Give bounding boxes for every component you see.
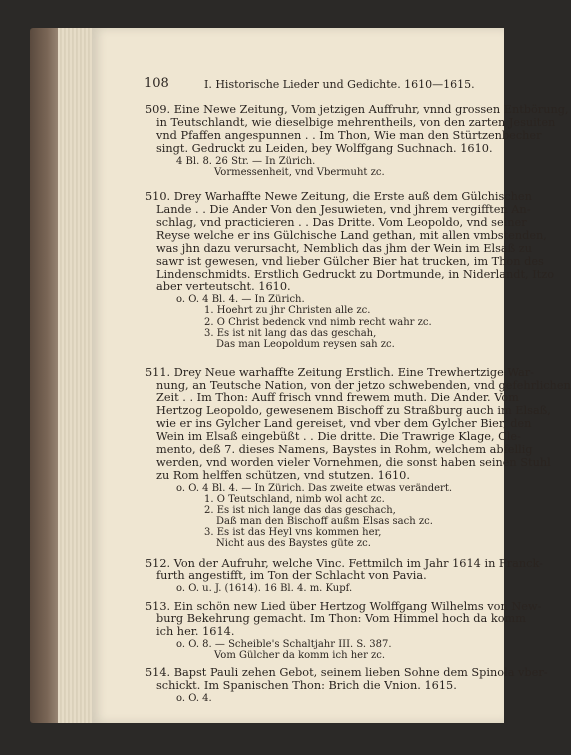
- entry-line: in Teutschlandt, wie dieselbige mehrentheils, von den zarten Jesuiten: [156, 116, 556, 129]
- entry-incipit: Das man Leopoldum reysen sah zc.: [216, 339, 395, 350]
- entry-incipit: 1. Hoehrt zu jhr Christen alle zc.: [204, 305, 371, 316]
- entry-note: o. O. 4 Bl. 4. — In Zürich. Das zweite etwas verändert.: [176, 483, 453, 494]
- entry-line: mento, deß 7. dieses Namens, Baystes in Rohm, welchem abfellig: [156, 443, 533, 456]
- entry-note: o. O. 8. — Scheible's Schaltjahr III. S. 387.: [176, 639, 392, 650]
- page-stack: [58, 28, 94, 723]
- entry-incipit: 2. O Christ bedenck vnd nimb recht wahr zc.: [204, 317, 432, 328]
- entry-line: 510. Drey Warhaffte Newe Zeitung, die Erste auß dem Gülchischen: [145, 190, 532, 203]
- entry-incipit: 3. Es ist nit lang das das geschah,: [204, 328, 377, 339]
- entry-incipit: Vom Gülcher da komm ich her zc.: [214, 650, 386, 661]
- entry-line: sawr ist gewesen, vnd lieber Gülcher Bier hat trucken, im Thon des: [156, 255, 544, 268]
- entry-incipit: 2. Es ist nich lange das das geschach,: [204, 505, 396, 516]
- entry-incipit: 1. O Teutschland, nimb wol acht zc.: [204, 494, 385, 505]
- entry-note: o. O. u. J. (1614). 16 Bl. 4. m. Kupf.: [176, 583, 353, 594]
- entry-note: 4 Bl. 8. 26 Str. — In Zürich.: [176, 156, 316, 167]
- entry-line: schlag, vnd practicieren . . Das Dritte. Vom Leopoldo, vnd seiner: [156, 216, 527, 229]
- entry-line: burg Bekehrung gemacht. Im Thon: Vom Himmel hoch da komm: [156, 612, 526, 625]
- entry-line: Zeit . . Im Thon: Auff frisch vnnd frewem muth. Die Ander. Vom: [156, 391, 519, 404]
- entry-line: aber verteutscht. 1610.: [156, 280, 291, 293]
- entry-line: furth angestifft, im Ton der Schlacht von Pavia.: [156, 569, 427, 582]
- entry-line: ich her. 1614.: [156, 625, 235, 638]
- entry-line: schickt. Im Spanischen Thon: Brich die Vnion. 1615.: [156, 679, 457, 692]
- entry-line: wie er ins Gylcher Land gereiset, vnd vber dem Gylcher Bier, den: [156, 417, 532, 430]
- entry-line: vnd Pfaffen angespunnen . . Im Thon, Wie man den Stürtzenbecher: [156, 129, 542, 142]
- entry-line: Reyse welche er ins Gülchische Land gethan, mit allen vmbstenden,: [156, 229, 547, 242]
- entry-note: o. O. 4.: [176, 693, 212, 704]
- entry-line: 511. Drey Neue warhaffte Zeitung Erstlich. Eine Trewhertzige War-: [145, 366, 534, 379]
- entry-line: 512. Von der Aufruhr, welche Vinc. Fettmilch im Jahr 1614 in Franck-: [145, 557, 543, 570]
- entry-line: Wein im Elsaß eingebüßt . . Die dritte. Die Trawrige Klage, Cle-: [156, 430, 521, 443]
- entry-line: 509. Eine Newe Zeitung, Vom jetzigen Auffruhr, vnnd grossen Entbörung,: [145, 103, 569, 116]
- entry-incipit: 3. Es ist das Heyl vns kommen her,: [204, 527, 382, 538]
- entry-line: nung, an Teutsche Nation, von der jetzo schwebenden, vnd gefehrlichen: [156, 379, 571, 392]
- entry-line: was jhn dazu verursacht, Nemblich das jhm der Wein im Elsaß zu: [156, 242, 533, 255]
- entry-line: singt. Gedruckt zu Leiden, bey Wolffgang Suchnach. 1610.: [156, 142, 493, 155]
- entry-line: 513. Ein schön new Lied über Hertzog Wolffgang Wilhelms von New-: [145, 600, 542, 613]
- entry-line: Lande . . Die Ander Von den Jesuwieten, vnd jhrem vergifften An-: [156, 203, 531, 216]
- entry-line: zu Rom helffen schützen, vnd stutzen. 1610.: [156, 469, 410, 482]
- page-bottom-shadow: [92, 723, 504, 755]
- entry-line: Lindenschmidts. Erstlich Gedruckt zu Dortmunde, in Niderlandt, Itzo: [156, 268, 554, 281]
- entry-note: o. O. 4 Bl. 4. — In Zürich.: [176, 294, 305, 305]
- running-head: I. Historische Lieder und Gedichte. 1610—1615.: [204, 78, 475, 91]
- entry-incipit: Nicht aus des Baystes güte zc.: [216, 538, 371, 549]
- page-number: 108: [144, 76, 169, 91]
- entry-incipit: Daß man den Bischoff außm Elsas sach zc.: [216, 516, 433, 527]
- entry-incipit: Vormessenheit, vnd Vbermuht zc.: [214, 167, 385, 178]
- book-page: [92, 28, 571, 723]
- entry-line: 514. Bapst Pauli zehen Gebot, seinem lieben Sohne dem Spinola vber-: [145, 666, 548, 679]
- entry-line: werden, vnd worden vieler Vornehmen, die sonst haben seinen Stuhl: [156, 456, 551, 469]
- entry-line: Hertzog Leopoldo, gewesenem Bischoff zu Straßburg auch im Elsaß,: [156, 404, 551, 417]
